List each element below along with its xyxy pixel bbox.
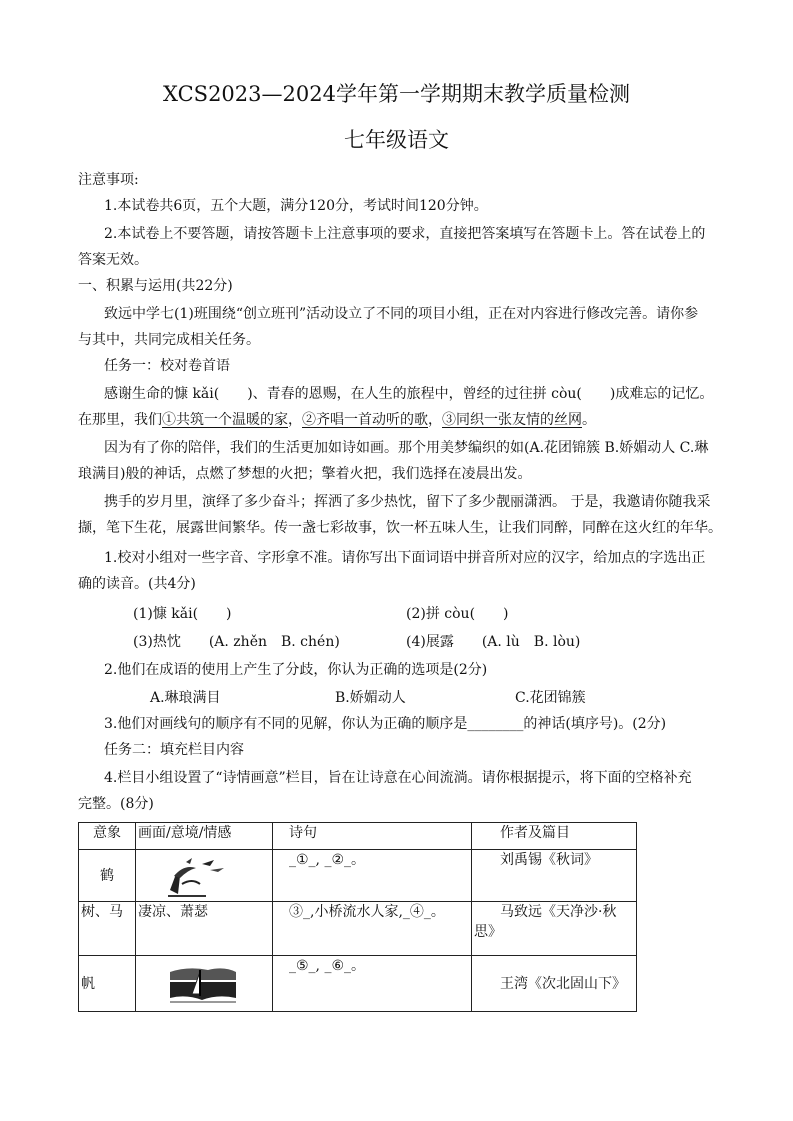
table-row bbox=[79, 956, 637, 1012]
paragraph-1: 感谢生命的慷 kǎi( )、青春的恩赐，在人生的旅程中，曾经的过往拼 còu( )成难忘的记忆。 bbox=[104, 386, 714, 402]
sailboat-sketch-image bbox=[168, 964, 238, 1004]
section-intro: 致远中学七(1)班围绕“创立班刊”活动设立了不同的项目小组，正在对内容进行修改完善。请你参 bbox=[104, 306, 699, 322]
paragraph-2: 因为有了你的陪伴，我们的生活更加如诗如画。那个用美梦编织的如(A.花团锦簇 B.娇媚动人 C.琳 bbox=[104, 440, 709, 456]
source-line: 思》 bbox=[474, 924, 502, 940]
picture-cell bbox=[136, 850, 273, 902]
notice-item-2-cont: 答案无效。 bbox=[78, 252, 148, 268]
text-segment: 在那里，我们 bbox=[78, 412, 162, 428]
verse-cell: _①_, _②_。 bbox=[273, 850, 472, 902]
crane-sketch-image bbox=[166, 854, 232, 898]
imagery-cell: 树、马 bbox=[79, 902, 136, 956]
notice-item-1: 1.本试卷共6页，五个大题，满分120分，考试时间120分钟。 bbox=[104, 198, 488, 214]
task-1-heading: 任务一：校对卷首语 bbox=[104, 358, 230, 374]
notice-heading: 注意事项: bbox=[78, 172, 139, 188]
source-line: 马致远《天净沙·秋 bbox=[500, 904, 617, 920]
page-subtitle: 七年级语文 bbox=[344, 128, 449, 152]
header-cell: 诗句 bbox=[273, 823, 472, 850]
header-cell: 意象 bbox=[79, 823, 136, 850]
question-2: 2.他们在成语的使用上产生了分歧，你认为正确的选项是(2分) bbox=[104, 662, 488, 678]
table-row bbox=[79, 850, 637, 902]
question-1-option-1: (1)慷 kǎi( ) bbox=[133, 606, 232, 622]
section-intro-cont: 与其中，共同完成相关任务。 bbox=[78, 332, 260, 348]
question-1-option-3: (3)热忱 (A. zhěn B. chén) bbox=[133, 634, 340, 650]
text-segment: 。 bbox=[582, 412, 596, 428]
paragraph-3: 携手的岁月里，演绎了多少奋斗；挥洒了多少热忱，留下了多少靓丽潇洒。 于是，我邀请你随我采 bbox=[104, 494, 711, 510]
source-cell: 王湾《次北固山下》 bbox=[472, 956, 637, 1012]
question-2-option-a: A.琳琅满目 bbox=[150, 690, 221, 706]
table-header-row bbox=[79, 823, 637, 850]
question-1: 1.校对小组对一些字音、字形拿不准。请你写出下面词语中拼音所对应的汉字，给加点的字选出正 bbox=[104, 550, 706, 566]
question-3: 3.他们对画线句的顺序有不同的见解，你认为正确的顺序是________的神话(填序号)。(2分) bbox=[104, 716, 667, 732]
paragraph-2-cont: 琅满目)般的神话，点燃了梦想的火把；擎着火把，我们选择在凌晨出发。 bbox=[78, 466, 532, 482]
verse-cell: _⑤_, _⑥_。 bbox=[273, 956, 472, 1012]
paragraph-3-cont: 撷，笔下生花，展露世间繁华。传一盏七彩故事，饮一杯五味人生，让我们同醉，同醉在这火红的年华。 bbox=[78, 520, 722, 536]
mood-cell: 凄凉、萧瑟 bbox=[136, 902, 273, 956]
verse-cell: ③_,小桥流水人家,_④_。 bbox=[273, 902, 472, 956]
source-cell bbox=[472, 902, 637, 956]
picture-cell bbox=[136, 956, 273, 1012]
imagery-cell: 鹤 bbox=[79, 850, 136, 902]
task-2-heading: 任务二：填充栏目内容 bbox=[104, 742, 244, 758]
question-1-cont: 确的读音。(共4分) bbox=[78, 576, 196, 592]
question-1-option-2: (2)拼 còu( ) bbox=[406, 606, 509, 622]
poem-table bbox=[78, 822, 637, 1012]
section-heading: 一、积累与运用(共22分) bbox=[78, 278, 233, 294]
question-4-cont: 完整。(8分) bbox=[78, 796, 154, 812]
underlined-sentence-2: ②齐唱一首动听的歌 bbox=[302, 412, 428, 428]
imagery-cell: 帆 bbox=[79, 956, 136, 1012]
table-row bbox=[79, 902, 637, 956]
header-cell: 作者及篇目 bbox=[472, 823, 637, 850]
underlined-sentence-3: ③同织一张友情的丝网 bbox=[442, 412, 582, 428]
page-title: XCS2023—2024学年第一学期期末教学质量检测 bbox=[163, 82, 630, 106]
question-1-option-4: (4)展露 (A. lù B. lòu) bbox=[406, 634, 581, 650]
question-2-option-b: B.娇媚动人 bbox=[335, 690, 406, 706]
source-cell: 刘禹锡《秋词》 bbox=[472, 850, 637, 902]
text-segment: ， bbox=[428, 412, 442, 428]
notice-item-2: 2.本试卷上不要答题，请按答题卡上注意事项的要求，直接把答案填写在答题卡上。答在试卷上的 bbox=[104, 226, 706, 242]
text-segment: ， bbox=[288, 412, 302, 428]
paragraph-1-cont bbox=[78, 410, 596, 430]
question-2-option-c: C.花团锦簇 bbox=[515, 690, 586, 706]
question-4: 4.栏目小组设置了“诗情画意”栏目，旨在让诗意在心间流淌。请你根据提示，将下面的空格补充 bbox=[104, 770, 692, 786]
header-cell: 画面/意境/情感 bbox=[136, 823, 273, 850]
underlined-sentence-1: ①共筑一个温暖的家 bbox=[162, 412, 288, 428]
